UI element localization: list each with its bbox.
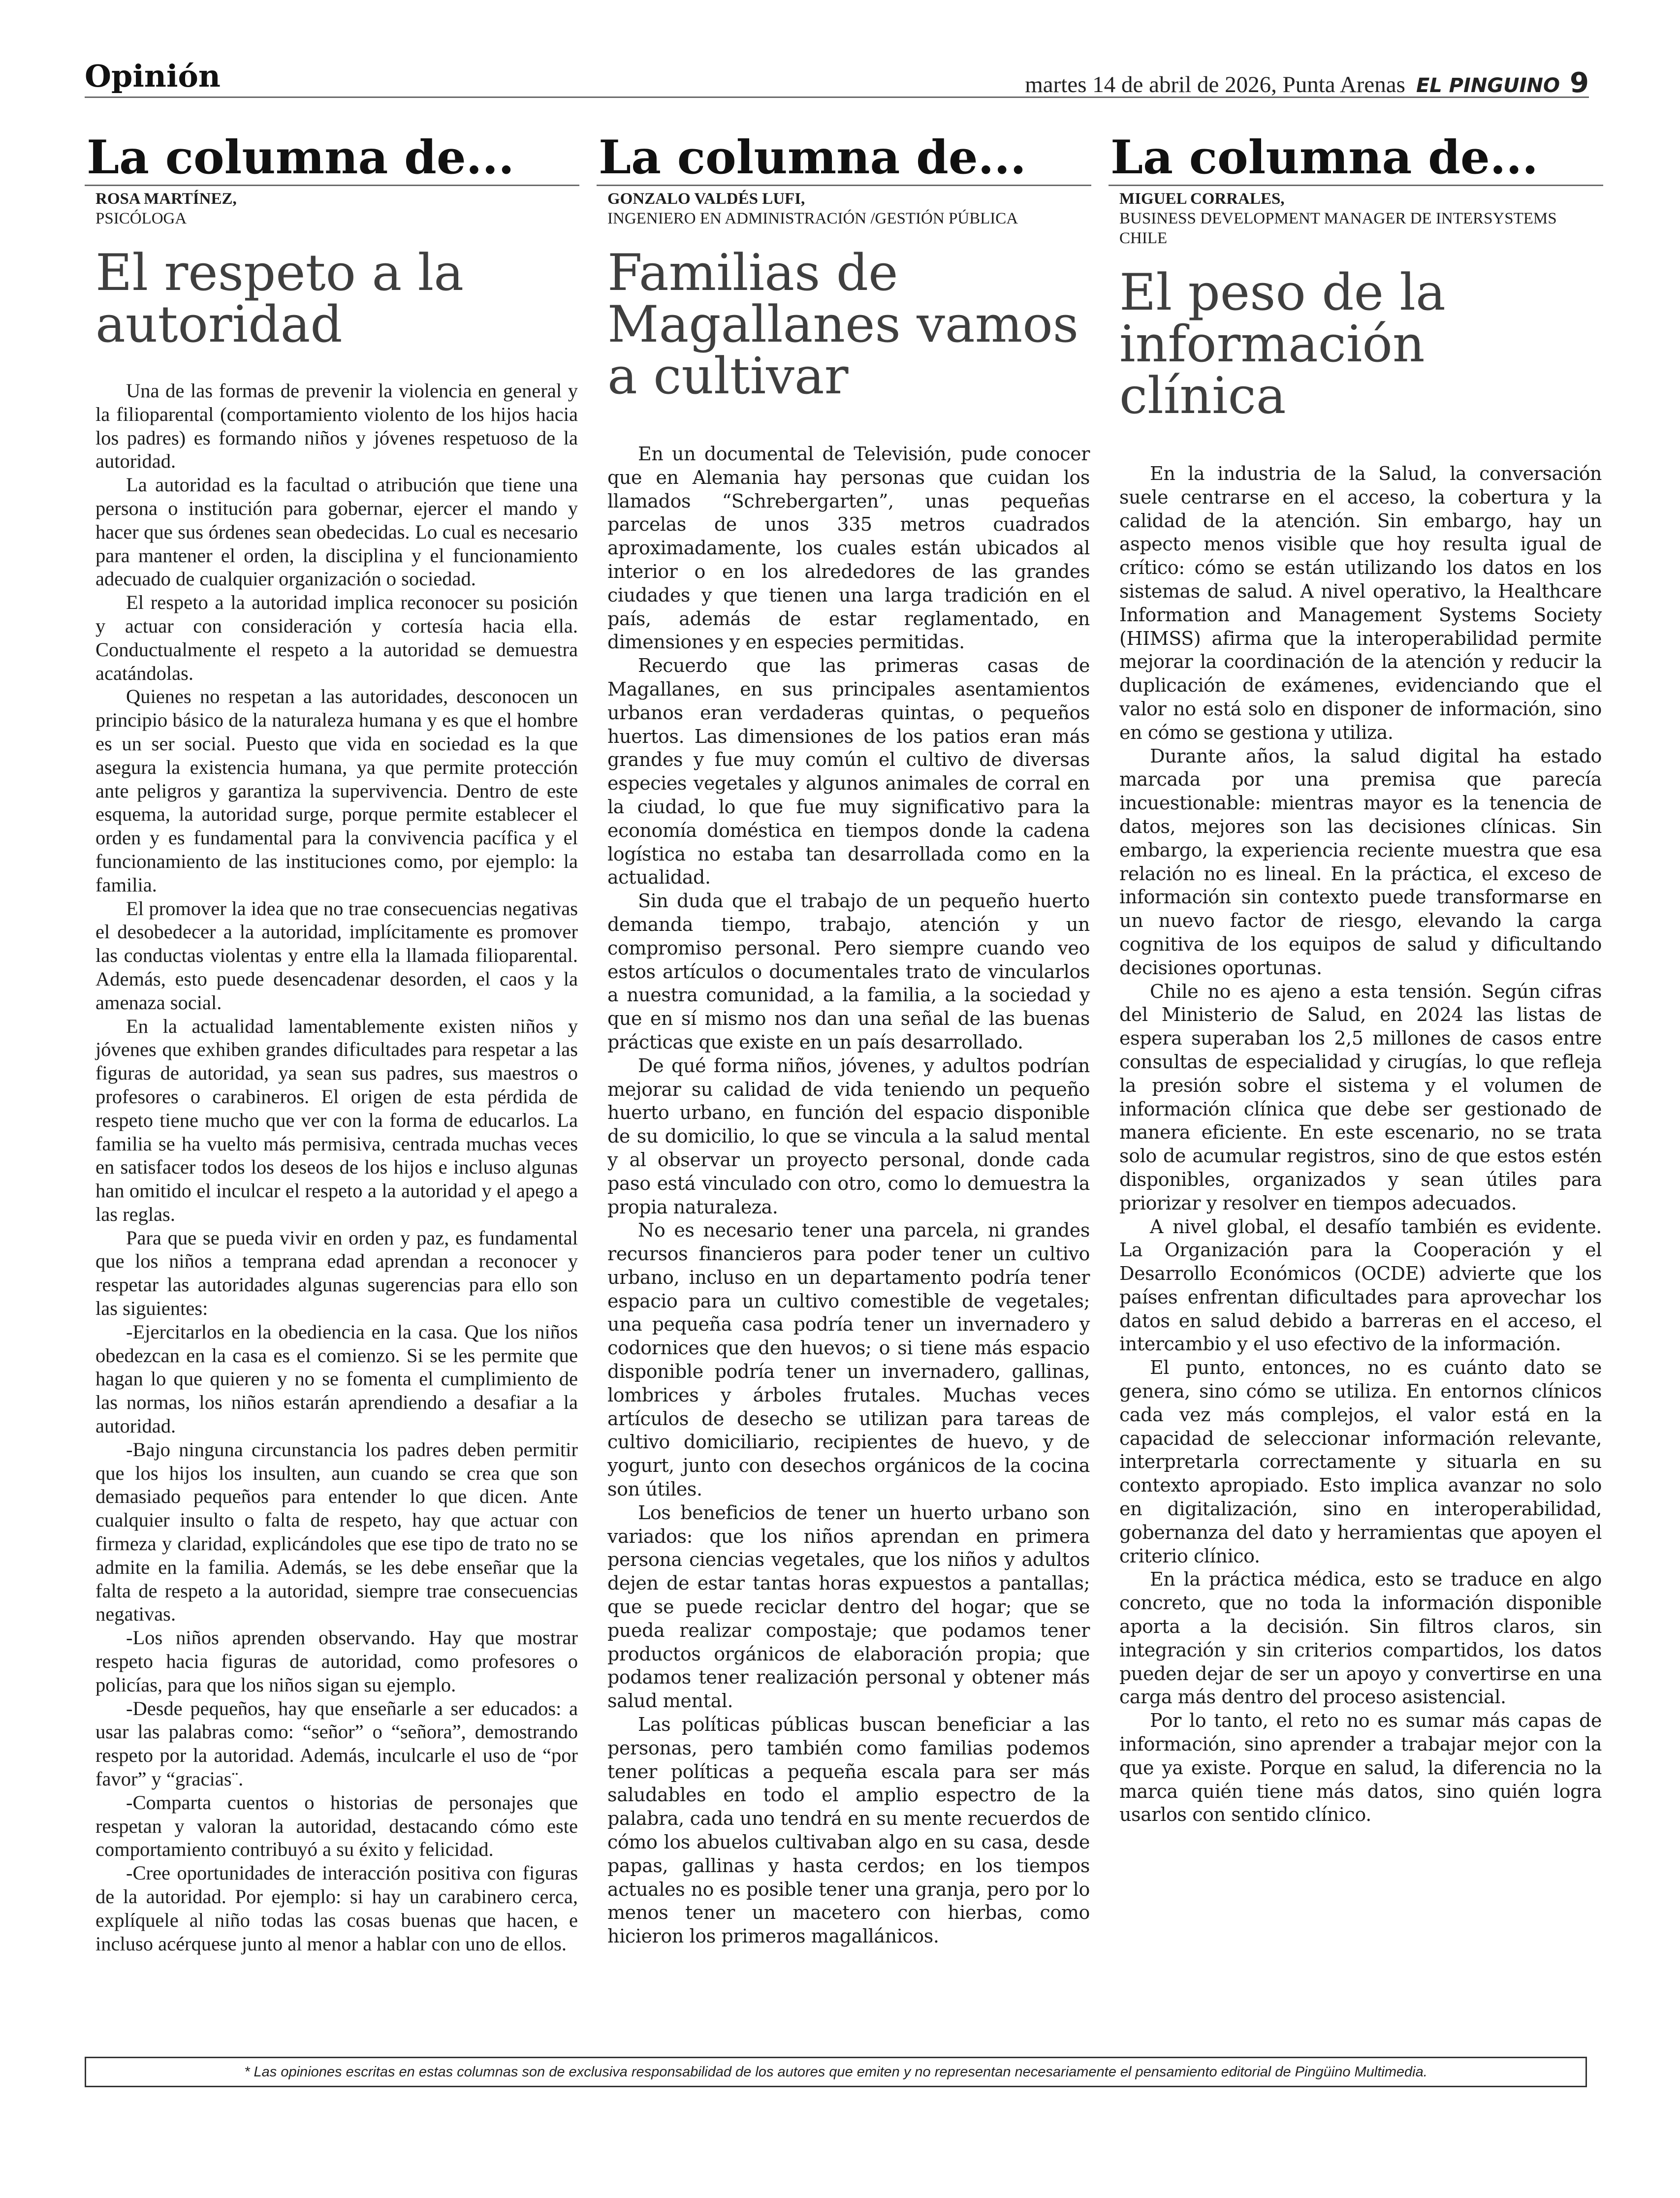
article-paragraph: La autoridad es la facultad o atribución que tiene una persona o institución para gobernar, ejercer el mando y hacer que sus órdenes sean obedecidas. Lo cual es necesario para mantener el orden, la disciplina y el funcionamiento adecuado de cualquier organización o sociedad. — [95, 474, 578, 590]
article-paragraph: -Comparta cuentos o historias de personajes que respetan y valoran la autoridad, destacando cómo este comportamiento contribuyó a su éxito y felicidad. — [95, 1791, 578, 1861]
article-paragraph: -Cree oportunidades de interacción positiva con figuras de la autoridad. Por ejemplo: si hay un carabinero cerca, explíquele al niño todas las cosas buenas que hacen, e incluso acérquese junto al menor a hablar con uno de ellos. — [95, 1862, 578, 1955]
article-paragraph: En la práctica médica, esto se traduce en algo concreto, que no toda la información disponible aporta a la decisión. Sin filtros claros, sin integración y sin criterios compartidos, los datos pueden dejar de ser un apoyo y convertirse en una carga más dentro del proceso asistencial. — [1119, 1568, 1602, 1708]
article-paragraph: -Desde pequeños, hay que enseñarle a ser educados: a usar las palabras como: “señor” o “señora”, demostrando respeto por la autoridad. Además, inculcarle el uso de “por favor” y “gracias¨. — [95, 1697, 578, 1790]
article-paragraph: -Ejercitarlos en la obediencia en la casa. Que los niños obedezcan en la casa es el comienzo. Si se les permite que hagan lo que quieren y no se fomenta el cumplimiento de las normas, los niños estarán aprendiendo a desafiar a la autoridad. — [95, 1320, 578, 1437]
column-kicker: La columna de... — [597, 130, 1091, 186]
article-paragraph: Para que se pueda vivir en orden y paz, es fundamental que los niños a temprana edad aprendan a reconocer y respetar las autoridades algunas sugerencias para ello son las siguientes: — [95, 1226, 578, 1320]
article-paragraph: El punto, entonces, no es cuánto dato se genera, sino cómo se utiliza. En entornos clínicos cada vez más complejos, el valor está en la capacidad de seleccionar información relevante, interpretarla correctamente y situarla en su contexto apropiado. Esto implica avanzar no solo en digitalización, sino en interoperabilidad, gobernanza del dato y herramientas que apoyen el criterio clínico. — [1119, 1357, 1602, 1567]
article-headline: El peso de la información clínica — [1119, 263, 1446, 425]
author-name: ROSA MARTÍNEZ, — [95, 190, 237, 208]
column-gonzalo-valdes — [597, 130, 1091, 1948]
article-paragraph: Los beneficios de tener un huerto urbano son variados: que los niños aprendan en primera persona ciencias vegetales, que los niños y adultos dejen de estar tantas horas expuestos a pantallas; que se puede reciclar dentro del hogar; que se pueda realizar compostaje; que podamos tener productos orgánicos de elaboración propia; que podamos tener realización personal y obtener más salud mental. — [607, 1501, 1090, 1712]
date-place: martes 14 de abril de 2026, Punta Arenas — [1025, 72, 1405, 97]
article-paragraph: Quienes no respetan a las autoridades, desconocen un principio básico de la naturaleza humana y es que el hombre es un ser social. Puesto que vida en sociedad es la que asegura la existencia humana, ya que permite protección ante peligros y garantiza la supervivencia. Dentro de este esquema, la autoridad surge, porque permite establecer el orden y es fundamental para la convivencia pacífica y el funcionamiento de las instituciones como, por ejemplo: la familia. — [95, 685, 578, 896]
article-paragraph: En la actualidad lamentablemente existen niños y jóvenes que exhiben grandes dificultades para respetar a las figuras de autoridad, ya sean sus padres, sus maestros o profesores o carabineros. El origen de esta pérdida de respeto tiene mucho que ver con la forma de educarlos. La familia se ha vuelto más permisiva, centrada muchas veces en satisfacer todos los deseos de los hijos e incluso algunas han omitido el inculcar el respeto a la autoridad y el apego a las reglas. — [95, 1015, 578, 1225]
article-paragraph: -Bajo ninguna circunstancia los padres deben permitir que los hijos los insulten, aun cuando se crea que son demasiado pequeños para entender lo que dicen. Ante cualquier insulto o falta de respeto, hay que actuar con firmeza y claridad, explicándoles que ese tipo de trato no se admite en la familia. Además, se les debe enseñar que la falta de respeto a la autoridad, siempre trae consecuencias negativas. — [95, 1438, 578, 1625]
article-paragraph: De qué forma niños, jóvenes, y adultos podrían mejorar su calidad de vida teniendo un pequeño huerto urbano, en función del espacio disponible de su domicilio, lo que se vincula a la salud mental y al observar un proyecto personal, donde cada paso está vinculado con otro, como lo demuestra la propia naturaleza. — [607, 1054, 1090, 1218]
article-paragraph: Recuerdo que las primeras casas de Magallanes, en sus principales asentamientos urbanos eran verdaderas quintas, o pequeños huertos. Las dimensiones de los patios eran más grandes y fue muy común el cultivo de diversas especies vegetales y algunos animales de corral en la ciudad, lo que fue muy significativo para la economía doméstica en tiempos donde la cadena logística no estaba tan desarrollada como en la actualidad. — [607, 655, 1090, 889]
article-body — [607, 443, 1090, 1948]
author-name: GONZALO VALDÉS LUFI, — [607, 190, 805, 208]
page-header — [85, 58, 1589, 98]
article-paragraph: Chile no es ajeno a esta tensión. Según cifras del Ministerio de Salud, en 2024 las listas de espera superaban los 2,5 millones de casos entre consultas de especialidad y cirugías, lo que refleja la presión sobre el sistema y el volumen de información clínica que debe ser gestionado de manera eficiente. En este escenario, no se trata solo de acumular registros, sino de que estos estén disponibles, organizados y sean útiles para priorizar y resolver en tiempos adecuados. — [1119, 980, 1602, 1214]
article-paragraph: No es necesario tener una parcela, ni grandes recursos financieros para poder tener un cultivo urbano, incluso en un departamento podría tener espacio para un cultivo comestible de vegetales; una pequeña casa podría tener un invernadero y codornices que den huevos; o si tiene más espacio disponible podría tener un invernadero, gallinas, lombrices y árboles frutales. Muchas veces artículos de desecho se utilizan para tareas de cultivo domiciliario, recipientes de huevo, y de yogurt, junto con desechos orgánicos de la cocina son útiles. — [607, 1219, 1090, 1500]
column-miguel-corrales — [1109, 130, 1603, 1827]
author-role: INGENIERO EN ADMINISTRACIÓN /GESTIÓN PÚBLICA — [607, 210, 1018, 227]
column-kicker: La columna de... — [85, 130, 579, 186]
editorial-disclaimer: * Las opiniones escritas en estas columnas son de exclusiva responsabilidad de los autores que emiten y no representan necesariamente el pensamiento editorial de Pingüino Multimedia. — [85, 2057, 1587, 2087]
column-rosa-martinez — [85, 130, 579, 1955]
column-kicker: La columna de... — [1109, 130, 1603, 186]
article-paragraph: Una de las formas de prevenir la violencia en general y la filioparental (comportamiento violento de los hijos hacia los padres) es formando niños y jóvenes respetuoso de la autoridad. — [95, 380, 578, 473]
article-paragraph: El promover la idea que no trae consecuencias negativas el desobedecer a la autoridad, implícitamente es promover las conductas violentas y entre ella la llamada filioparental. Además, esto puede desencadenar desorden, el caos y la amenaza social. — [95, 897, 578, 1014]
article-paragraph: -Los niños aprenden observando. Hay que mostrar respeto hacia figuras de autoridad, como profesores o policías, para que los niños sigan su ejemplo. — [95, 1626, 578, 1696]
article-paragraph: En un documental de Televisión, pude conocer que en Alemania hay personas que cuidan los llamados “Schrebergarten”, unas pequeñas parcelas de unos 335 metros cuadrados aproximadamente, los cuales están ubicados al interior o en los alrededores de las grandes ciudades y que tienen una larga tradición en el país, además de estar reglamentado, en dimensiones y en especies permitidas. — [607, 443, 1090, 653]
newspaper-brand: EL PINGUINO — [1416, 74, 1560, 97]
author-role: PSICÓLOGA — [95, 210, 187, 227]
author-name: MIGUEL CORRALES, — [1119, 190, 1285, 208]
article-body — [1119, 462, 1602, 1827]
article-headline: Familias de Magallanes vamos a cultivar — [607, 244, 1079, 406]
section-title: Opinión — [85, 58, 221, 94]
article-paragraph: El respeto a la autoridad implica reconocer su posición y actuar con consideración y cortesía hacia ella. Conductualmente el respeto a la autoridad se demuestra acatándolas. — [95, 591, 578, 684]
article-paragraph: Sin duda que el trabajo de un pequeño huerto demanda tiempo, trabajo, atención y un compromiso personal. Pero siempre cuando veo estos artículos o documentales trato de vincularlos a nuestra comunidad, a la familia, a la sociedad y que en sí mismo nos dan una señal de las buenas prácticas que existe en un país desarrollado. — [607, 890, 1090, 1053]
article-headline: El respeto a la autoridad — [95, 244, 464, 354]
author-role: BUSINESS DEVELOPMENT MANAGER DE INTERSYSTEMS CHILE — [1119, 210, 1557, 247]
article-paragraph: Durante años, la salud digital ha estado marcada por una premisa que parecía incuestionable: mientras mayor es la tenencia de datos, mejores son las decisiones clínicas. Sin embargo, la experiencia reciente muestra que esa relación no es lineal. En la práctica, el exceso de información sin contexto puede transformarse en un nuevo factor de riesgo, elevando la carga cognitiva de los equipos de salud y dificultando decisiones oportunas. — [1119, 745, 1602, 979]
article-body — [95, 379, 578, 1955]
article-paragraph: A nivel global, el desafío también es evidente. La Organización para la Cooperación y el Desarrollo Económicos (OCDE) advierte que los países enfrentan dificultades para aprovechar los datos en salud debido a barreras en el acceso, el intercambio y el uso efectivo de la información. — [1119, 1215, 1602, 1355]
page-number: 9 — [1570, 67, 1589, 99]
article-paragraph: En la industria de la Salud, la conversación suele centrarse en el acceso, la cobertura y la calidad de la atención. Sin embargo, hay un aspecto menos visible que hoy resulta igual de crítico: cómo se están utilizando los datos en los sistemas de salud. A nivel operativo, la Healthcare Information and Management Systems Society (HIMSS) afirma que la interoperabilidad permite mejorar la coordinación de la atención y reducir la duplicación de exámenes, evidenciando que el valor no está solo en disponer de información, sino en cómo se gestiona y utiliza. — [1119, 463, 1602, 743]
article-paragraph: Por lo tanto, el reto no es sumar más capas de información, sino aprender a trabajar mejor con la que ya existe. Porque en salud, la diferencia no la marca quién tiene más datos, sino quién logra usarlos con sentido clínico. — [1119, 1710, 1602, 1826]
article-paragraph: Las políticas públicas buscan beneficiar a las personas, pero también como familias podemos tener políticas a pequeña escala para ser más saludables en todo el amplio espectro de la palabra, cada uno tendrá en su mente recuerdos de cómo los abuelos cultivaban algo en su casa, desde papas, gallinas y hasta cerdos; en los tiempos actuales no es posible tener una granja, pero por lo menos tener un macetero con hierbas, como hicieron los primeros magallánicos. — [607, 1714, 1090, 1947]
header-meta — [1025, 67, 1589, 99]
